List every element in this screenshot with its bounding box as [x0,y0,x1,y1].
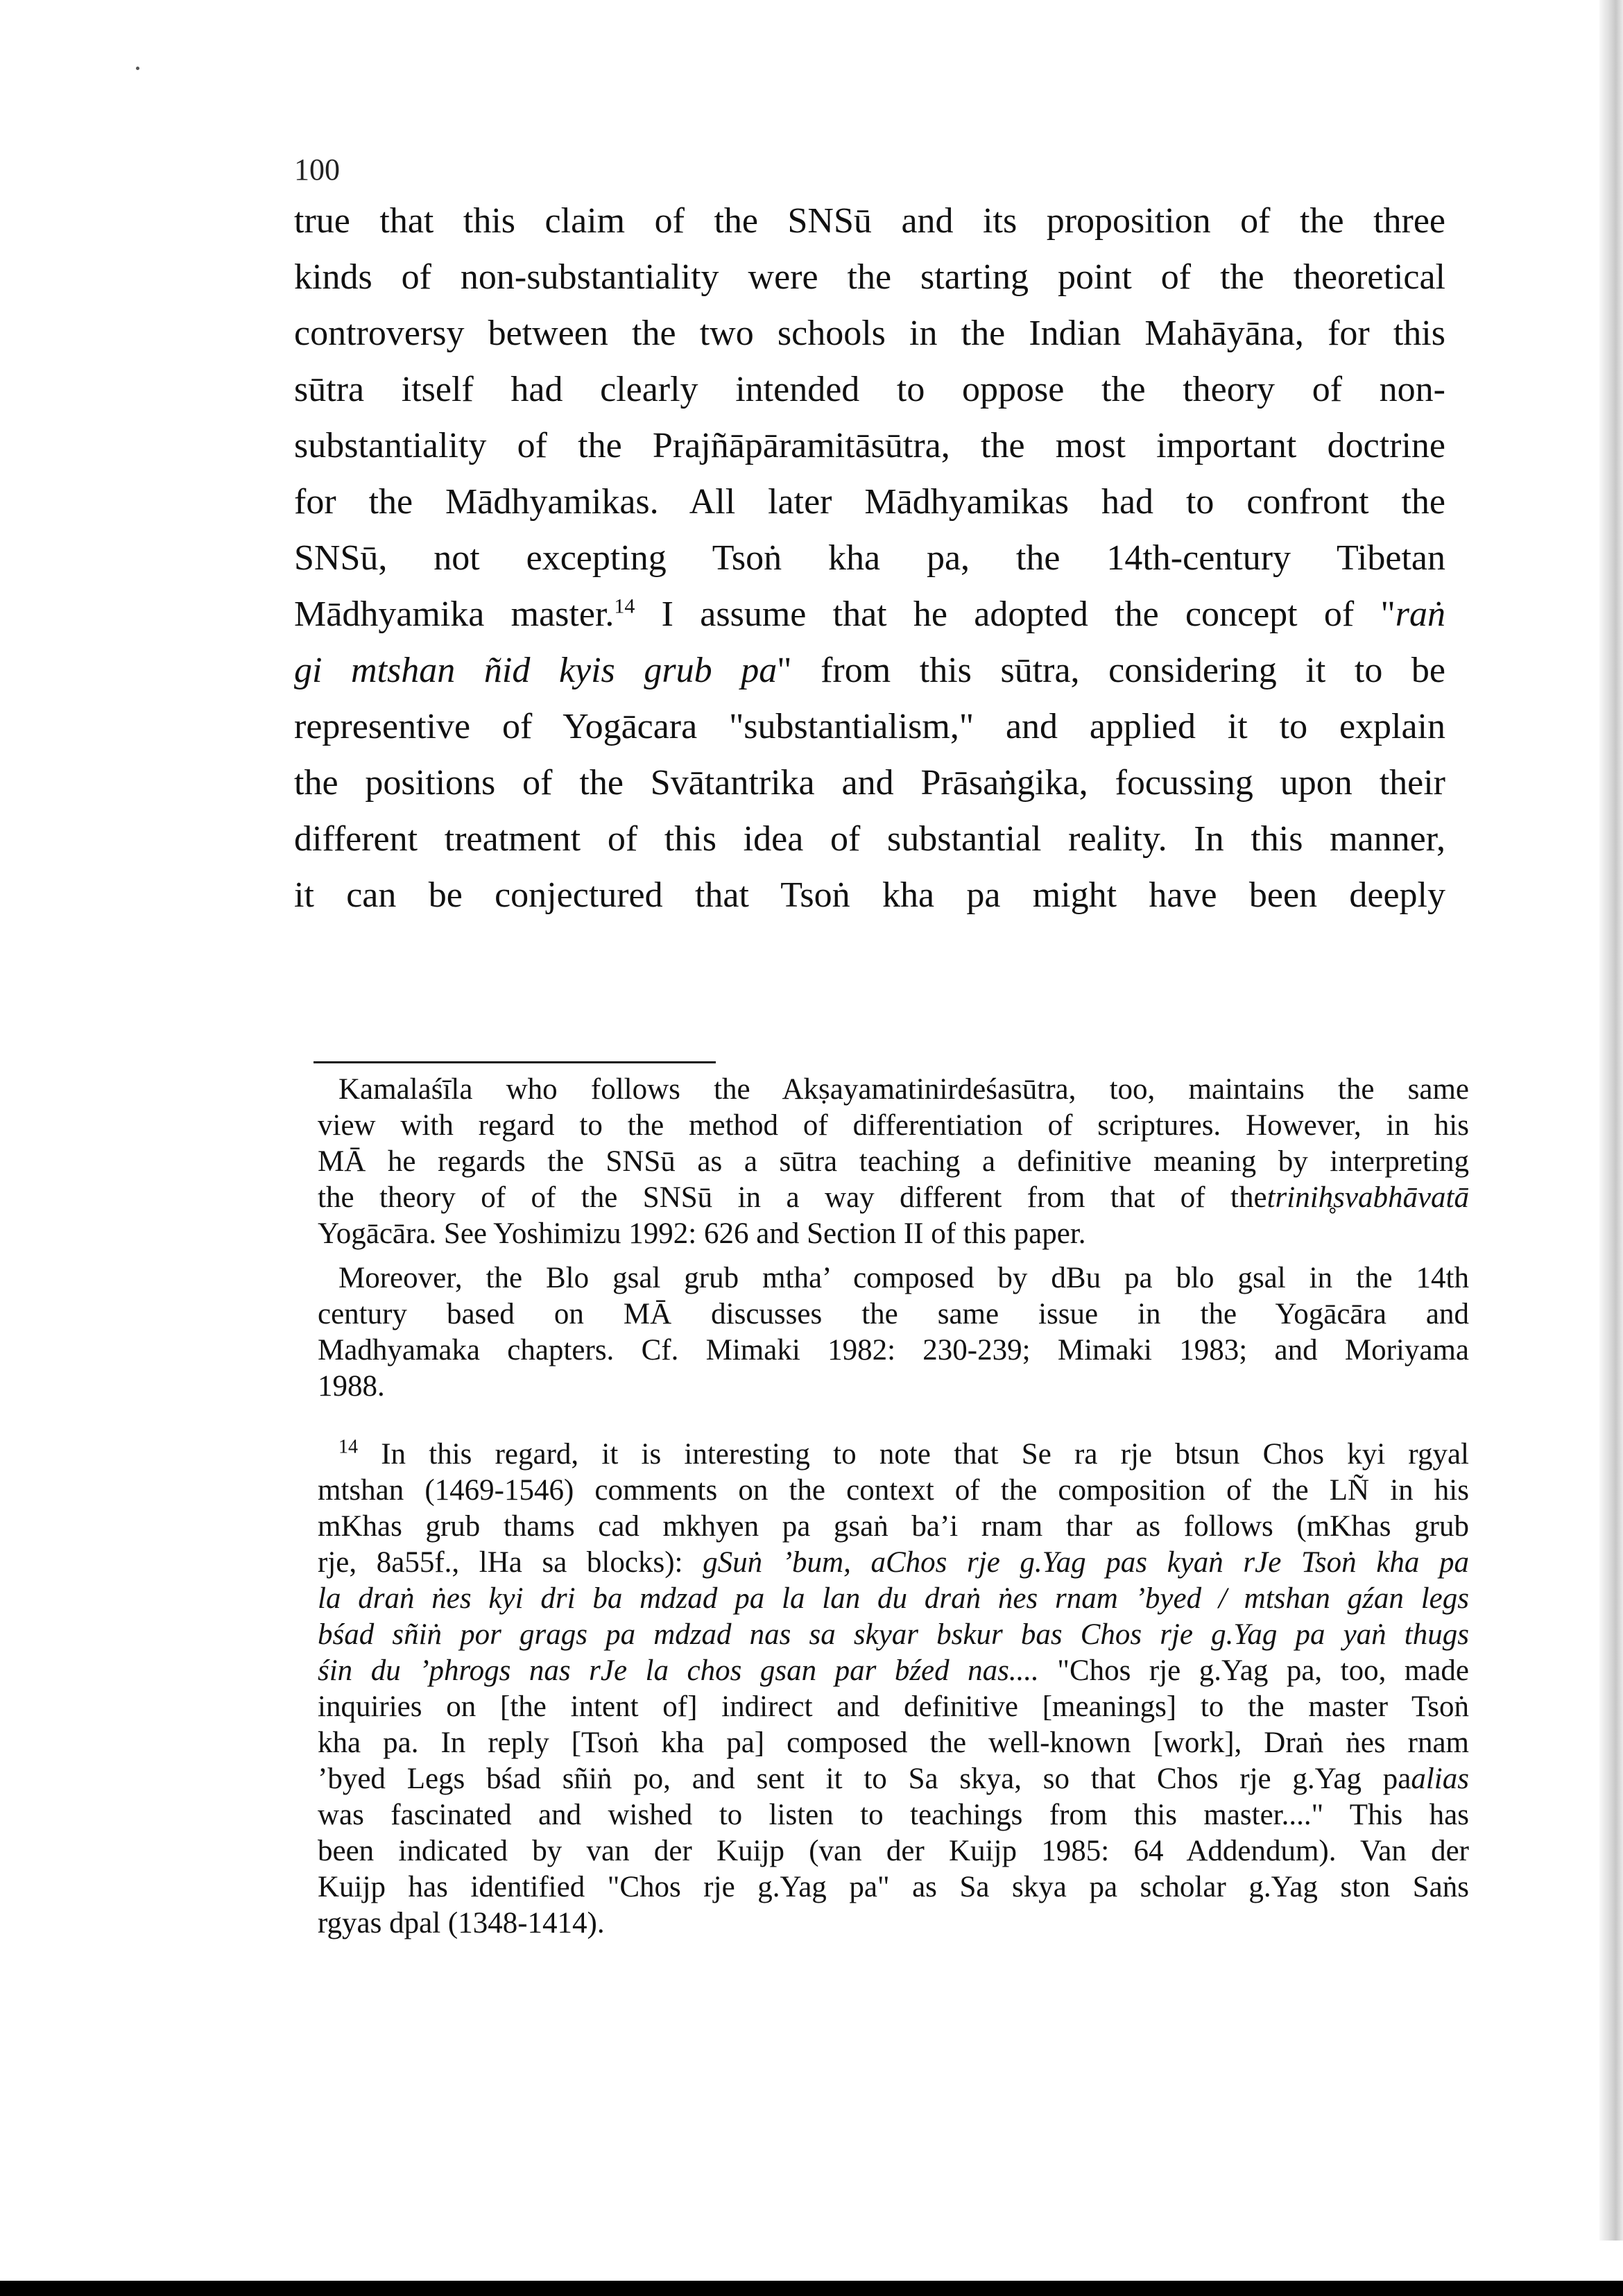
text-segment: 8a55f., lHa sa blocks): [376,1546,703,1579]
text-segment: mKhas grub thams cad mkhyen pa gsaṅ ba’i rnam thar as follows (mKhas grub [318,1510,1469,1543]
text-segment: Mādhyamika master. [294,594,615,634]
footnote-14 [318,1437,1469,1942]
text-segment: Legs bśad sñiṅ po, and sent it to Sa skya, so that Chos rje g.Yag pa [406,1763,1411,1795]
footnote-marker: 14 [614,594,635,618]
footnotes-section [318,1072,1469,1942]
text-line [294,418,1445,474]
footnote-separator [314,1061,716,1063]
text-segment: mtshan (1469-1546) comments on the context of the composition of the LÑ in his [318,1474,1469,1507]
text-segment: Moreover, the Blo gsal grub mtha’ composed by dBu pa blo gsal in the 14th [338,1262,1469,1294]
text-line [318,1869,1469,1905]
text-segment: of the SNSū in a way different from that of the [531,1181,1267,1214]
text-line [318,1333,1469,1369]
text-line [318,1905,1469,1942]
text-segment: SNSū, not excepting Tsoṅ kha pa, the 14th-century Tibetan [294,538,1445,578]
text-segment: kha pa. In reply [Tsoṅ kha pa] composed the well-known [work], Draṅ ṅes rnam [318,1727,1469,1759]
text-line [318,1833,1469,1869]
text-line [318,1509,1469,1545]
italic-text: gSuṅ ’bum, a [703,1546,886,1579]
text-segment: representive of Yogācara "substantialism," and applied it to explain [294,707,1445,746]
text-segment: century based on MĀ discusses the same issue in the Yogācāra and [318,1298,1469,1330]
text-segment: In this regard, it is interesting to note that Se ra rje btsun Chos kyi rgyal [358,1438,1469,1471]
text-line [318,1072,1469,1108]
text-segment: "Chos rje g.Yag pa, too, made [1038,1654,1469,1687]
text-line [294,867,1445,923]
text-line [318,1180,1469,1216]
page-number: 100 [294,153,340,187]
text-segment: the positions of the Svātantrika and Prāsaṅgika, focussing upon their [294,763,1445,803]
text-line [318,1260,1469,1296]
text-line [318,1797,1469,1833]
text-line [318,1545,1469,1581]
text-segment: true that this claim of the SNSū and its proposition of the three [294,201,1445,241]
text-segment: ’byed [318,1763,407,1795]
text-line [294,305,1445,361]
main-body-text [294,193,1445,923]
text-line [294,249,1445,305]
text-segment: view with regard to the method of differentiation of scriptures. However, in his [318,1109,1469,1142]
italic-text: la draṅ ṅes kyi dri ba mdzad pa la lan du draṅ ṅes rnam ’byed / mtshan gźan legs [318,1582,1469,1615]
scan-edge-shadow [1599,0,1623,2241]
text-segment: 1988. [318,1370,385,1403]
text-line [294,361,1445,418]
footnote-continuation-para-1 [318,1072,1469,1252]
text-segment: was fascinated and wished to listen to teachings from this master...." This has [318,1799,1469,1831]
text-segment: controversy between the two schools in the Indian Mahāyāna, for this [294,314,1445,353]
text-line [294,811,1445,867]
italic-text: śin du ’phrogs nas rJe la chos gsan par bźed nas.... [318,1654,1039,1687]
text-line [294,699,1445,755]
scan-bottom-border [0,2281,1623,2296]
text-line [318,1761,1469,1797]
text-segment: Madhyamaka chapters. Cf. Mimaki 1982: 230-239; Mimaki 1983; and Moriyama [318,1334,1469,1367]
text-line [318,1689,1469,1725]
italic-text: trinih̥svabhāvatā [1266,1181,1469,1214]
text-line [318,1653,1469,1689]
text-segment: it can be conjectured that Tsoṅ kha pa might have been deeply [294,875,1445,915]
text-segment: rgyas dpal (1348-1414). [318,1907,605,1939]
italic-text: bśad sñiṅ por grags pa mdzad nas sa skyar bskur bas Chos rje g.Yag pa yaṅ thugs [318,1618,1469,1651]
text-segment: the theory of [318,1181,531,1214]
text-segment: sūtra itself had clearly intended to oppose the theory of non- [294,370,1445,409]
text-line [318,1473,1469,1509]
text-line [294,586,1445,642]
text-line [294,755,1445,811]
text-line [294,193,1445,249]
text-line [318,1108,1469,1144]
text-line [318,1296,1469,1333]
text-line [318,1216,1469,1252]
text-segment: Kuijp has identified "Chos rje g.Yag pa" as Sa skya pa scholar g.Yag ston Saṅs [318,1871,1469,1903]
text-line [318,1581,1469,1617]
text-segment: kinds of non-substantiality were the starting point of the theoretical [294,257,1445,297]
text-line [294,530,1445,586]
text-segment: rje, [318,1546,377,1579]
text-segment: been indicated by van der Kuijp (van der Kuijp 1985: 64 Addendum). Van der [318,1835,1469,1867]
text-line [294,642,1445,699]
italic-text: gi mtshan ñid kyis grub pa [294,651,778,690]
italic-text: raṅ [1395,594,1445,634]
italic-text: Chos rje g.Yag pas kyaṅ rJe Tsoṅ kha pa [885,1546,1470,1579]
text-line [318,1617,1469,1653]
text-segment: I assume that he adopted the concept of " [635,594,1396,634]
text-line [318,1369,1469,1405]
text-segment: MĀ he regards the SNSū as a sūtra teaching a definitive meaning by interpreting [318,1145,1469,1178]
text-line [318,1144,1469,1180]
text-line [318,1437,1469,1473]
text-segment: Yogācāra. See Yoshimizu 1992: 626 and Section II of this paper. [318,1217,1086,1250]
text-line [318,1725,1469,1761]
text-segment: " from this sūtra, considering it to be [777,651,1446,690]
text-segment: substantiality of the Prajñāpāramitāsūtra, the most important doctrine [294,426,1445,465]
text-segment: Kamalaśīla who follows the Akṣayamatinirdeśasūtra, too, maintains the same [338,1073,1469,1106]
text-segment: inquiries on [the intent of] indirect and definitive [meanings] to the master Tsoṅ [318,1690,1469,1723]
text-segment: different treatment of this idea of substantial reality. In this manner, [294,819,1445,859]
italic-text: alias [1411,1763,1469,1795]
footnote-marker: 14 [338,1436,358,1458]
text-segment: for the Mādhyamikas. All later Mādhyamikas had to confront the [294,482,1445,522]
text-line [294,474,1445,530]
footnote-continuation-para-2 [318,1260,1469,1405]
scan-speck [136,67,139,70]
